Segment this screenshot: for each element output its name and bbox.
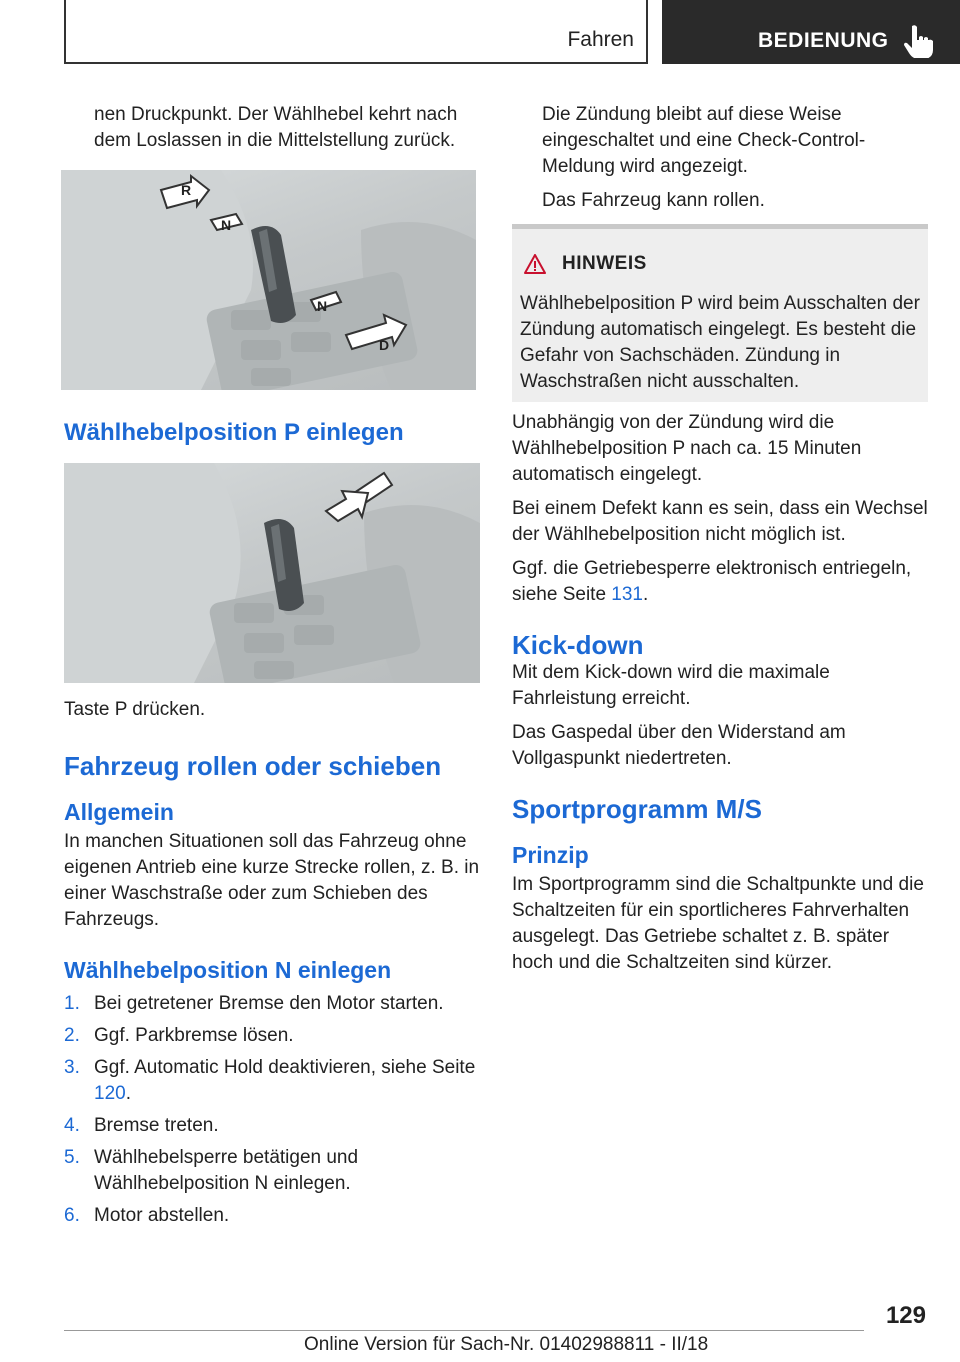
step-text-after: . <box>125 1083 131 1104</box>
kickdown-text-1: Mit dem Kick-down wird die maximale Fahrleistung erreicht. <box>512 662 830 709</box>
note-box <box>512 224 928 402</box>
list-item <box>64 991 480 1017</box>
chapter-tab <box>662 0 960 64</box>
allgemein-text: In manchen Situationen soll das Fahrzeug ohne eigenen Antrieb eine kurze Strecke rollen, z. B. in einer Waschstraße oder zum Schieben des Fahrzeugs. <box>64 831 480 930</box>
step-text: Bremse treten. <box>94 1115 219 1136</box>
prinzip-text: Im Sportprogramm sind die Schaltpunkte und die Schaltzeiten für ein sportlicheres Fahrverhalten ausgelegt. Das Getriebe schaltet z. B. später hoch und die Schaltzeiten sind kürzer. <box>512 874 924 973</box>
heading-position-p: Wählhebelposition P einlegen <box>64 419 404 446</box>
right-p5-text: Ggf. die Getriebesperre elektronisch entriegeln, siehe Seite <box>512 558 912 605</box>
gear-selector-image-n <box>61 170 476 390</box>
gear-selector-illustration <box>61 170 476 390</box>
label-n-lower: N <box>317 298 328 314</box>
step-number: 6. <box>64 1205 80 1226</box>
step-number: 4. <box>64 1115 80 1136</box>
intro-text: nen Druckpunkt. Der Wählhebel kehrt nach dem Loslassen in die Mittelstellung zurück. <box>94 104 458 151</box>
gear-selector-image-p <box>64 463 480 683</box>
list-item <box>64 1145 480 1197</box>
step-number: 5. <box>64 1147 80 1168</box>
right-lower-column <box>512 410 930 984</box>
heading-kickdown: Kick-down <box>512 630 644 660</box>
step-number: 3. <box>64 1057 80 1078</box>
heading-sportprogramm: Sportprogramm M/S <box>512 794 762 824</box>
step-number: 1. <box>64 993 80 1014</box>
list-item <box>64 1055 480 1107</box>
taste-p-text: Taste P drücken. <box>64 699 206 720</box>
right-p5 <box>512 556 930 608</box>
left-lower-column <box>64 697 480 1235</box>
step-text: Motor abstellen. <box>94 1205 230 1226</box>
note-label: HINWEIS <box>562 253 647 274</box>
label-d: D <box>379 337 390 353</box>
heading-prinzip: Prinzip <box>512 842 589 868</box>
steps-list <box>64 991 480 1229</box>
section-title: Fahren <box>567 28 634 51</box>
step-text: Wählhebelsperre betätigen und Wählhebelposition N einlegen. <box>94 1147 359 1194</box>
footer-divider <box>64 1330 864 1331</box>
list-item <box>64 1023 480 1049</box>
right-top-column <box>542 102 930 222</box>
heading-allgemein: Allgemein <box>64 799 174 825</box>
warning-triangle-icon <box>524 254 546 274</box>
hand-pointer-icon <box>902 24 938 58</box>
note-head <box>524 253 647 275</box>
page-link-131[interactable]: 131 <box>611 584 643 605</box>
label-n-upper: N <box>221 217 232 233</box>
page-number: 129 <box>885 1302 926 1329</box>
step-number: 2. <box>64 1025 80 1046</box>
footer-online-version: Online Version für Sach-Nr. 01402988811 - II/18 <box>304 1334 709 1355</box>
step-text: Ggf. Automatic Hold deaktivieren, siehe Seite <box>94 1057 476 1078</box>
chapter-title: BEDIENUNG <box>758 29 889 52</box>
note-text: Wählhebelposition P wird beim Ausschalten der Zündung automatisch eingelegt. Es besteht die Gefahr von Sachschäden. Zündung in Waschstraßen nicht ausschalten. <box>520 293 920 392</box>
right-p5-after: . <box>643 584 649 605</box>
heading-position-n: Wählhebelposition N einlegen <box>64 957 392 983</box>
park-button-illustration <box>64 463 480 683</box>
intro-paragraph <box>94 102 480 162</box>
step-text: Ggf. Parkbremse lösen. <box>94 1025 294 1046</box>
right-p1: Die Zündung bleibt auf diese Weise eingeschaltet und eine Check-Control-Meldung wird angezeigt. <box>542 104 866 177</box>
right-p4: Bei einem Defekt kann es sein, dass ein Wechsel der Wählhebelposition nicht möglich ist. <box>512 498 928 545</box>
right-p2: Das Fahrzeug kann rollen. <box>542 190 765 211</box>
step-text: Bei getretener Bremse den Motor starten. <box>94 993 444 1014</box>
heading-rollen: Fahrzeug rollen oder schieben <box>64 751 442 781</box>
list-item <box>64 1113 480 1139</box>
page-link-120[interactable]: 120 <box>94 1083 126 1104</box>
list-item <box>64 1203 480 1229</box>
kickdown-text-2: Das Gaspedal über den Widerstand am Vollgaspunkt niedertreten. <box>512 722 846 769</box>
heading-p-block <box>64 420 480 446</box>
header-tab <box>64 0 648 64</box>
label-r: R <box>181 182 192 198</box>
right-p3: Unabhängig von der Zündung wird die Wählhebelposition P nach ca. 15 Minuten automatisch eingelegt. <box>512 412 862 485</box>
